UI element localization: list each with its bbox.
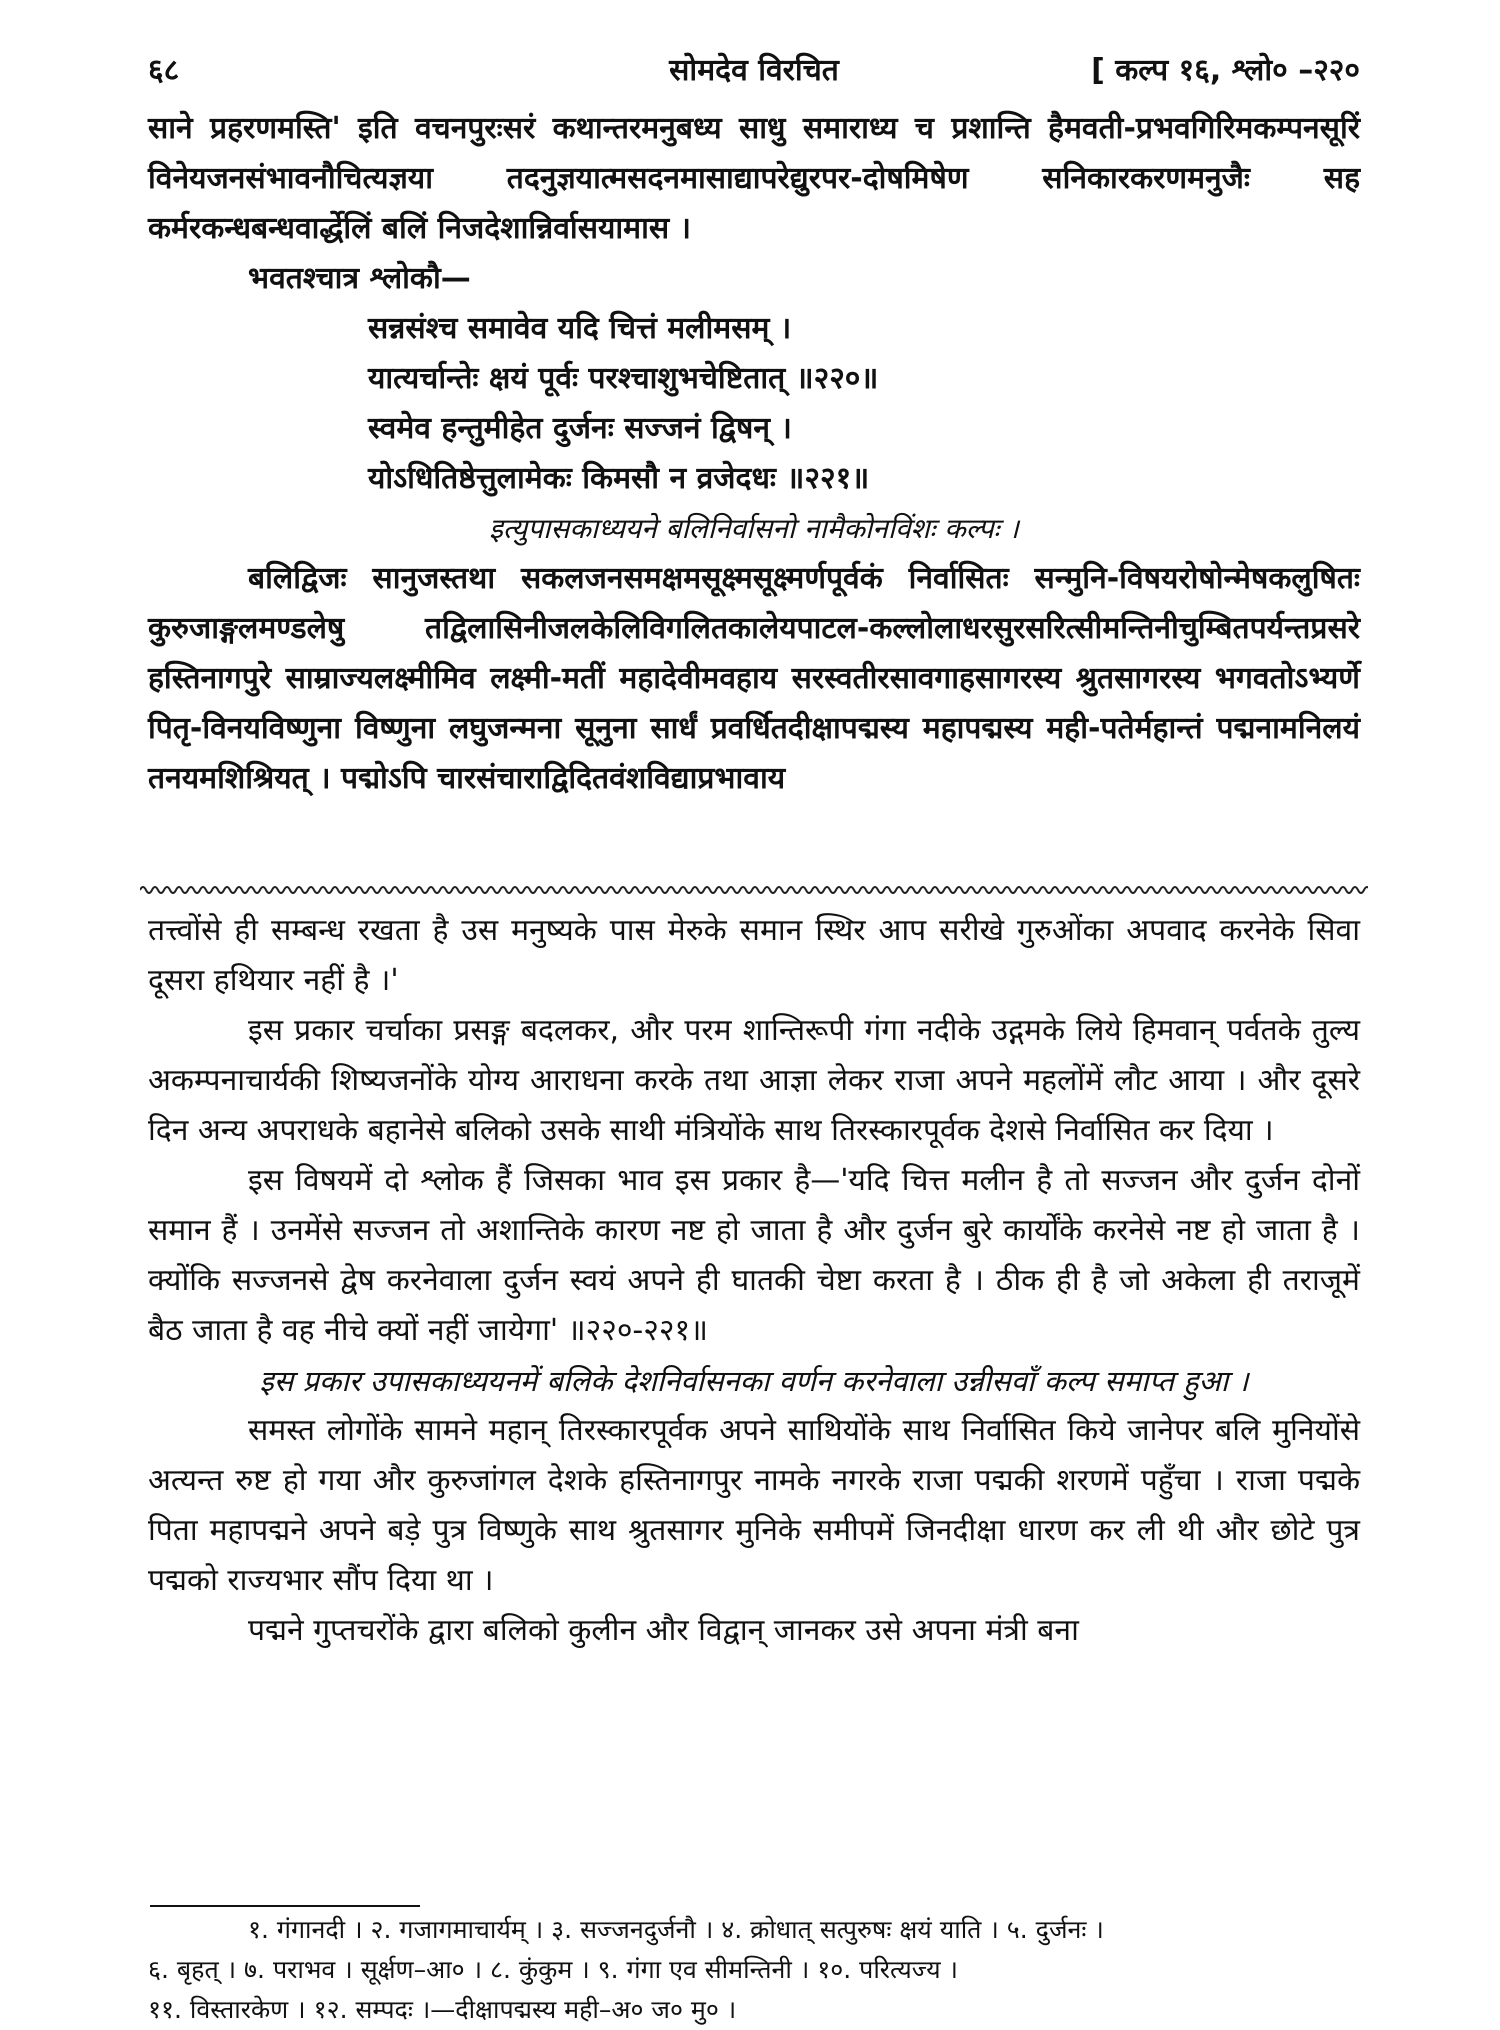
footnote-line: ६. बृहत् । ७. पराभव । सूर्क्षण–आ० । ८. कुंकुम । ९. गंगा एव सीमन्तिनी । १०. परित्यज्य । [148,1955,959,1984]
section-reference: [ कल्प १६, श्लो० –२२० [1091,53,1360,88]
footnote-line: १. गंगानदी । २. गजागमाचार्यम् । ३. सज्जनदुर्जनौ । ४. क्रोधात् सत्पुरुषः क्षयं याति । ५. दुर्जनः । [248,1915,1104,1944]
page-number: ६८ [148,53,180,88]
page-header [148,48,1360,96]
verse-line: स्वमेव हन्तुमीहेत दुर्जनः सज्जनं द्विषन् । [368,411,792,446]
wavy-divider [140,882,1368,898]
sanskrit-text [148,104,1360,804]
footnote-rule [150,1905,420,1907]
footnotes [148,1910,1360,2030]
verse-line: यात्यर्चान्तेः क्षयं पूर्वः परश्चाशुभचेष्टितात् ॥२२०॥ [368,361,879,396]
hindi-paragraph: तत्त्वोंसे ही सम्बन्ध रखता है उस मनुष्यके पास मेरुके समान स्थिर आप सरीखे गुरुओंका अपवाद करनेके सिवा दूसरा हथियार नहीं है ।' [148,913,1360,998]
sanskrit-colophon: इत्युपासकाध्ययने बलिनिर्वासनो नामैकोनविंशः कल्पः । [489,512,1019,545]
hindi-paragraph: इस प्रकार चर्चाका प्रसङ्ग बदलकर, और परम शान्तिरूपी गंगा नदीके उद्गमके लिये हिमवान् पर्वतके तुल्य अकम्पनाचार्यकी शिष्यजनोंके योग्य आराधना करके तथा आज्ञा लेकर राजा अपने महलोंमें लौट आया । और दूसरे दिन अन्य अपराधके बहानेसे बलिको उसके साथी मंत्रियोंके साथ तिरस्कारपूर्वक देशसे निर्वासित कर दिया । [148,1013,1360,1148]
verse-line: योऽधितिष्ठेत्तुलामेकः किमसौ न व्रजेदधः ॥२२१॥ [368,461,870,496]
running-title: सोमदेव विरचित [669,53,839,88]
verse-line: सन्नसंश्च समावेव यदि चित्तं मलीमसम् । [368,311,792,346]
hindi-translation [148,906,1360,1656]
hindi-paragraph: इस विषयमें दो श्लोक हैं जिसका भाव इस प्रकार है—'यदि चित्त मलीन है तो सज्जन और दुर्जन दोनों समान हैं । उनमेंसे सज्जन तो अशान्तिके कारण नष्ट हो जाता है और दुर्जन बुरे कार्योंके करनेसे नष्ट हो जाता है । क्योंकि सज्जनसे द्वेष करनेवाला दुर्जन स्वयं अपने ही घातकी चेष्टा करता है । ठीक ही है जो अकेला ही तराजूमें बैठ जाता है वह नीचे क्यों नहीं जायेगा' ॥२२०-२२१॥ [148,1163,1360,1348]
sanskrit-paragraph: बलिद्विजः सानुजस्तथा सकलजनसमक्षमसूक्ष्मसूक्ष्मर्णपूर्वकं निर्वासितः सन्मुनि-विषयरोषोन्मेषकलुषितः कुरुजाङ्गलमण्डलेषु तद्विलासिनीजलकेलिविगलितकालेयपाटल-कल्लोलाधरसुरसरित्सीमन्तिनीचुम्बितपर्यन्तप्रसरे हस्तिनागपुरे साम्राज्यलक्ष्मीमिव लक्ष्मी-मतीं महादेवीमवहाय सरस्वतीरसावगाहसागरस्य श्रुतसागरस्य भगवतोऽभ्यर्णे पितृ-विनयविष्णुना विष्णुना लघुजन्मना सूनुना सार्धं प्रवर्धितदीक्षापद्मस्य महापद्मस्य मही-पतेर्महान्तं पद्मनामनिलयं तनयमशिश्रियत् । पद्मोऽपि चारसंचाराद्विदितवंशविद्याप्रभावाय [148,561,1360,796]
sanskrit-paragraph: साने प्रहरणमस्ति' इति वचनपुरःसरं कथान्तरमनुबध्य साधु समाराध्य च प्रशान्ति हैमवती-प्रभवगिरिमकम्पनसूरिं विनेयजनसंभावनौचित्यज्ञया तदनुज्ञयात्मसदनमासाद्यापरेद्युरपर-दोषमिषेण सनिकारकरणमनुजैः सह कर्मरकन्धबन्धवार्द्धेलिं बलिं निजदेशान्निर्वासयामास । [148,111,1360,246]
hindi-colophon: इस प्रकार उपासकाध्ययनमें बलिके देशनिर्वासनका वर्णन करनेवाला उन्नीसवाँ कल्प समाप्त हुआ । [259,1364,1249,1398]
hindi-paragraph: पद्मने गुप्तचरोंके द्वारा बलिको कुलीन और विद्वान् जानकर उसे अपना मंत्री बना [248,1613,1079,1648]
verses-intro: भवतश्चात्र श्लोकौ— [248,261,471,296]
footnote-line: ११. विस्तारकेण । १२. सम्पदः ।—दीक्षापद्मस्य मही–अ० ज० मु० । [148,1995,737,2024]
hindi-paragraph: समस्त लोगोंके सामने महान् तिरस्कारपूर्वक अपने साथियोंके साथ निर्वासित किये जानेपर बलि मुनियोंसे अत्यन्त रुष्ट हो गया और कुरुजांगल देशके हस्तिनागपुर नामके नगरके राजा पद्मकी शरणमें पहुँचा । राजा पद्मके पिता महापद्मने अपने बड़े पुत्र विष्णुके साथ श्रुतसागर मुनिके समीपमें जिनदीक्षा धारण कर ली थी और छोटे पुत्र पद्मको राज्यभार सौंप दिया था । [148,1413,1360,1598]
